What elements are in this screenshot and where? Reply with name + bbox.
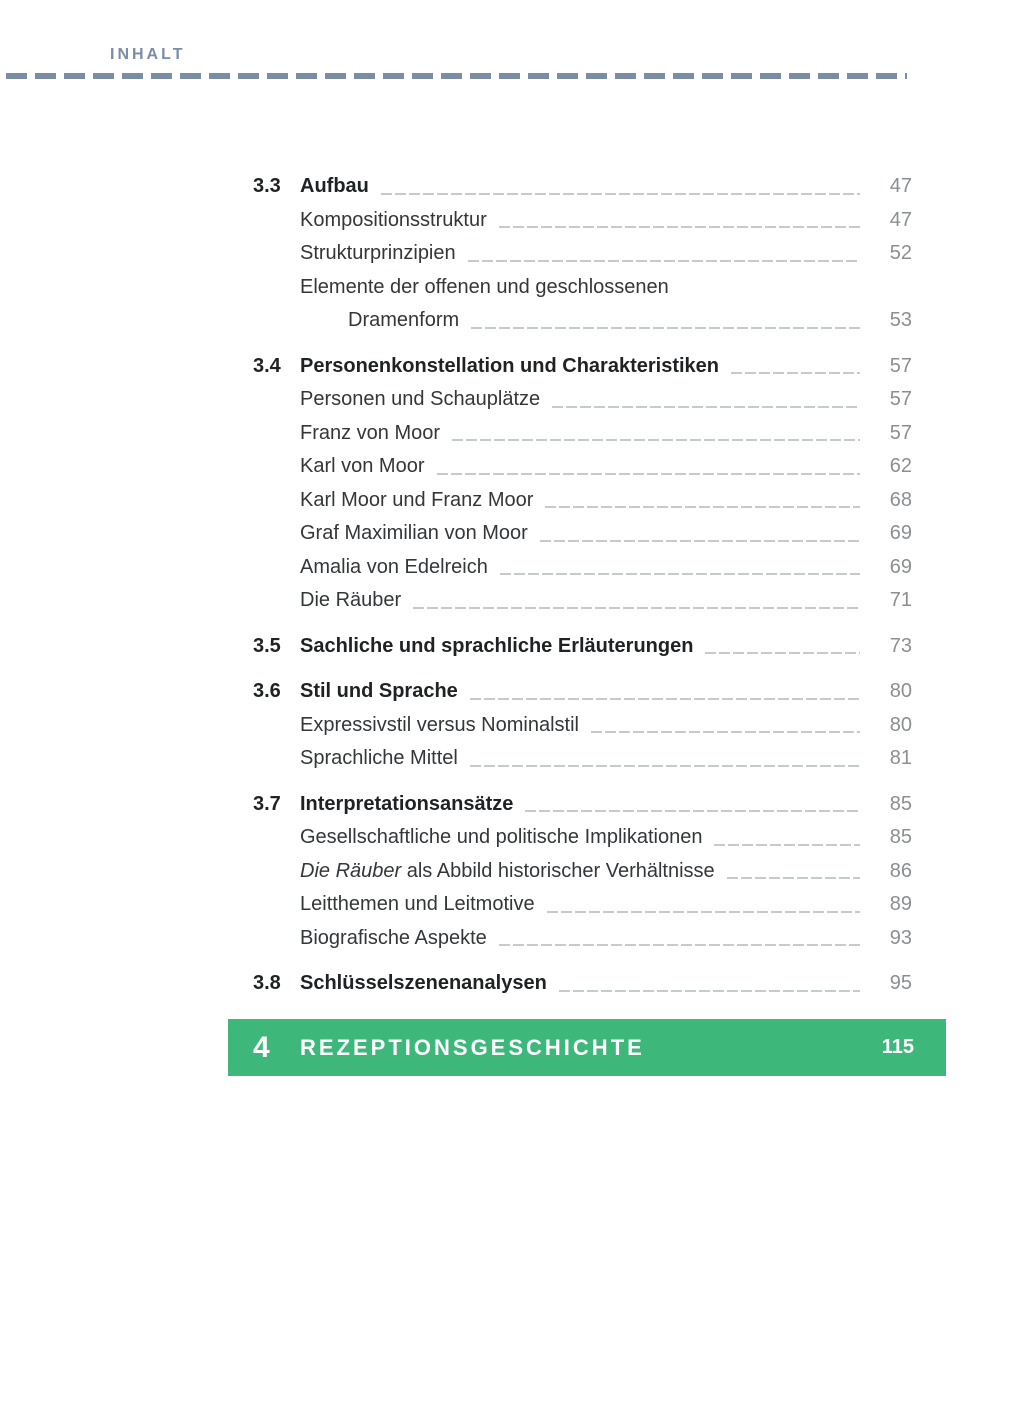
toc-entry-title: Strukturprinzipien — [300, 242, 456, 264]
toc-entry-title: Biografische Aspekte — [300, 926, 487, 949]
toc-leader-line — [452, 439, 860, 441]
toc-entry-row — [253, 888, 912, 922]
toc-entry-row — [253, 551, 912, 585]
toc-section-row — [253, 350, 912, 384]
toc-entry-title: Die Räuber als Abbild historischer Verhältnisse — [300, 859, 715, 882]
toc-section-row — [253, 630, 912, 664]
toc-entry-number: 3.7 — [253, 792, 281, 815]
toc-leader-line — [470, 698, 860, 700]
toc-entry-title: Sachliche und sprachliche Erläuterungen — [300, 634, 694, 657]
toc-entry-title: Dramenform — [348, 309, 460, 331]
toc-entry-title: Gesellschaftliche und politische Implikationen — [300, 826, 703, 848]
toc-entry-row — [253, 584, 912, 618]
toc-entry-page: 89 — [889, 893, 912, 915]
toc-leader-line — [559, 990, 860, 992]
toc-entry-page: 85 — [889, 826, 912, 848]
toc-leader-line — [545, 506, 860, 508]
toc-entry-title: Stil und Sprache — [300, 680, 458, 702]
toc-leader-line — [705, 652, 860, 654]
toc-leader-line — [468, 260, 860, 262]
toc-entry-page: 85 — [889, 792, 912, 815]
toc-entry-title: Personen und Schauplätze — [300, 388, 541, 410]
toc-entry-page: 80 — [889, 680, 912, 702]
toc-entry-page: 71 — [889, 589, 912, 611]
toc-entry-page: 62 — [889, 455, 912, 477]
table-of-contents — [253, 170, 912, 1001]
banner-chapter-number: 4 — [253, 1030, 270, 1064]
toc-entry-page: 57 — [889, 421, 912, 444]
toc-entry-page: 57 — [889, 354, 912, 377]
toc-entry-row — [253, 821, 912, 855]
toc-entry-row — [253, 450, 912, 484]
page-header-title: INHALT — [110, 46, 186, 63]
toc-entry-row — [253, 922, 912, 956]
toc-entry-title: Die Räuber — [300, 589, 402, 611]
toc-leader-line — [470, 765, 860, 767]
toc-entry-row — [253, 417, 912, 451]
toc-leader-line — [381, 193, 860, 195]
header-dashed-rule — [6, 73, 907, 79]
toc-entry-page: 57 — [889, 388, 912, 410]
toc-entry-title: Aufbau — [300, 175, 369, 197]
toc-entry-page: 68 — [889, 488, 912, 511]
toc-entry-page: 47 — [889, 175, 912, 197]
toc-leader-line — [499, 226, 860, 228]
toc-leader-line — [727, 877, 860, 879]
toc-entry-page: 52 — [889, 242, 912, 264]
toc-leader-line — [413, 607, 860, 609]
toc-entry-number: 3.6 — [253, 680, 281, 702]
toc-leader-line — [540, 540, 860, 542]
toc-entry-title: Kompositionsstruktur — [300, 208, 487, 231]
toc-entry-title-italic: Die Räuber — [300, 859, 402, 882]
toc-entry-number: 3.5 — [253, 634, 281, 657]
toc-leader-line — [731, 372, 860, 374]
toc-entry-title: Graf Maximilian von Moor — [300, 522, 528, 544]
toc-entry-title: Elemente der offenen und geschlossenen — [300, 275, 669, 298]
toc-entry-title: Interpretationsansätze — [300, 792, 514, 815]
toc-entry-row — [253, 304, 912, 338]
toc-section-row — [253, 675, 912, 709]
banner-chapter-title: REZEPTIONSGESCHICHTE — [300, 1034, 645, 1060]
toc-leader-line — [437, 473, 861, 475]
toc-entry-title: Amalia von Edelreich — [300, 555, 488, 578]
toc-leader-line — [499, 944, 860, 946]
toc-entry-title: Karl Moor und Franz Moor — [300, 488, 534, 511]
toc-entry-page: 69 — [889, 522, 912, 544]
toc-section-row — [253, 788, 912, 822]
toc-entry-row — [253, 855, 912, 889]
toc-entry-page: 93 — [889, 926, 912, 949]
toc-entry-number: 3.4 — [253, 354, 281, 377]
toc-entry-row — [253, 204, 912, 238]
toc-entry-title: Personenkonstellation und Charakteristiken — [300, 354, 719, 377]
toc-entry-page: 80 — [889, 713, 912, 736]
toc-leader-line — [552, 406, 860, 408]
toc-entry-row — [253, 742, 912, 776]
banner-page-number: 115 — [881, 1036, 914, 1058]
toc-entry-title: Karl von Moor — [300, 455, 425, 477]
toc-entry-number: 3.8 — [253, 972, 281, 994]
toc-entry-row — [253, 237, 912, 271]
chapter-banner — [228, 1019, 946, 1076]
toc-entry-page: 95 — [889, 972, 912, 994]
toc-entry-row — [253, 709, 912, 743]
toc-entry-page: 53 — [889, 309, 912, 331]
toc-entry-page: 73 — [889, 634, 912, 657]
toc-entry-row — [253, 271, 912, 305]
toc-entry-page: 69 — [889, 555, 912, 578]
toc-entry-page: 47 — [889, 208, 912, 231]
toc-entry-row — [253, 484, 912, 518]
toc-entry-title: Schlüsselszenenanalysen — [300, 972, 547, 994]
toc-leader-line — [500, 573, 860, 575]
toc-entry-page: 86 — [889, 859, 912, 882]
toc-entry-row — [253, 517, 912, 551]
toc-section-row — [253, 967, 912, 1001]
toc-entry-page: 81 — [889, 747, 912, 769]
toc-entry-row — [253, 383, 912, 417]
toc-entry-number: 3.3 — [253, 175, 281, 197]
toc-leader-line — [591, 731, 860, 733]
toc-entry-title: Sprachliche Mittel — [300, 747, 458, 769]
toc-entry-title: Franz von Moor — [300, 421, 441, 444]
toc-leader-line — [714, 844, 860, 846]
toc-leader-line — [471, 327, 860, 329]
toc-entry-title: Leitthemen und Leitmotive — [300, 893, 535, 915]
toc-leader-line — [525, 810, 860, 812]
toc-entry-title: Expressivstil versus Nominalstil — [300, 713, 579, 736]
toc-leader-line — [547, 911, 860, 913]
toc-section-row — [253, 170, 912, 204]
